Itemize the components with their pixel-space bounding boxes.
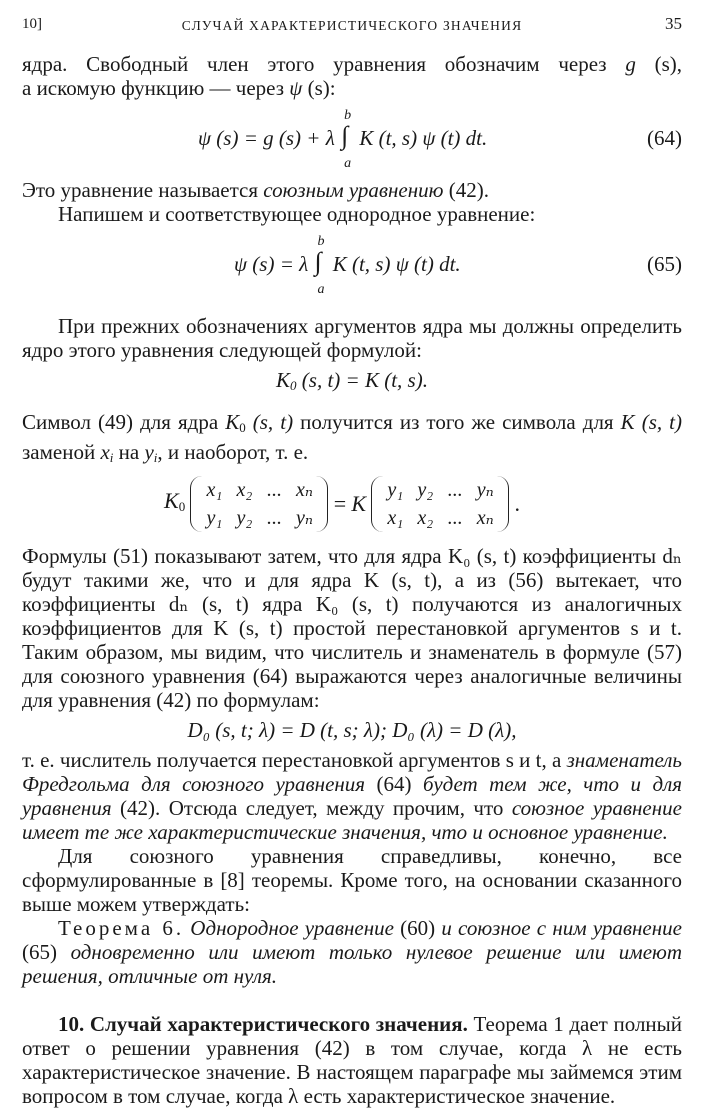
section-marker: 10] [22,16,42,32]
matrix-lhs-kernel: $K_0$ [164,488,186,514]
paragraph-kernel-definition: При прежних обозначениях аргументов ядра мы должны определить ядро этого уравнения следующей формулой: [22,314,682,362]
paragraph-adjoint-definition: Это уравнение называется союзным уравнению (42). [22,178,489,202]
section-heading: 10. Случай характеристического значения. [58,1012,468,1036]
paragraph-homogeneous: Напишем и соответствующее однородное уравнение: [58,202,536,226]
page-body [22,52,682,1108]
equation-65-right: K (t, s) ψ (t) dt. [327,252,461,276]
matrix-period: . [514,491,521,516]
running-head [22,14,682,36]
paragraph-adjoint-theorems: Для союзного уравнения справедливы, конечно, все сформулированные в [8] теоремы. Кроме того, на основании сказанного выше можем утверждать: [22,844,682,916]
paragraph-fredholm-conclusion: т. е. числитель получается перестановкой аргументов s и t, а знаменатель Фредгольма для союзного уравнения (64) будет тем же, что и для уравнения (42). Отсюда следует, между прочим, что союзное уравнение имеет те же характеристические значения, что и основное уравнение. [22,748,682,844]
equation-64-left: ψ (s) = g (s) + λ [198,126,341,150]
theorem-label: Теорема 6. [58,916,185,940]
equation-65 [22,228,682,300]
paragraph-formulas-51: Формулы (51) показывают затем, что для ядра K₀ (s, t) коэффициенты dₙ будут такими же, что и для ядра K (s, t), а из (56) вытекает, что коэффициенты dₙ (s, t) ядра K₀ (s, t) получаются из аналогичных коэффициентов для K (s, t) простой перестановкой аргументов s и t. Таким образом, мы видим, что числитель и знаменатель в формуле (57) для союзного уравнения (64) выражаются через аналогичные величины для уравнения (42) по формулам: [22,544,682,712]
matrix-symbol-equation [22,474,682,538]
paragraph-intro-line2: а искомую функцию — через ψ (s): [22,76,336,100]
integral-lower-limit: a [317,282,325,297]
equation-k0: $K_0$ (s, t) = K (t, s). [276,368,428,393]
integral-sign: ∫ b a [313,252,327,276]
section-10: 10. Случай характеристического значения. Теорема 1 дает полный ответ о решении уравнения (42) в том случае, когда λ не есть характеристическое значение. В настоящем параграфе мы займемся этим вопросом в том случае, когда λ есть характеристическое значение. [22,1012,683,1108]
matrix-equals: = [333,491,347,516]
integral-sign: ∫ b a [340,126,354,150]
paragraph-intro-line1: ядра. Свободный член этого уравнения обозначим через g (s), [22,52,682,76]
matrix-left [190,476,328,532]
running-title: СЛУЧАЙ ХАРАКТЕРИСТИЧЕСКОГО ЗНАЧЕНИЯ [181,18,523,33]
equation-fredholm-denominators: D₀ (s, t; λ) = D (t, s; λ); D₀ (λ) = D (λ), [187,718,517,742]
matrix-right-top-row: y₁ y₂ ... yₙ [387,479,494,501]
integral-upper-limit: b [344,108,352,123]
paragraph-symbol-49: Символ (49) для ядра $K_0$ (s, t) получится из того же символа для K (s, t) заменой $x_i$ на $y_i$, и наоборот, т. е. [22,410,683,465]
equation-64-right: K (t, s) ψ (t) dt. [354,126,488,150]
equation-number-65: (65) [647,252,682,276]
matrix-rhs-kernel: K [351,491,367,516]
matrix-left-bottom-row: y₁ y₂ ... yₙ [206,507,313,529]
integral-upper-limit: b [317,234,325,249]
matrix-right-bottom-row: x₁ x₂ ... xₙ [387,507,494,529]
equation-65-left: ψ (s) = λ [234,252,314,276]
matrix-right [371,476,509,532]
equation-number-64: (64) [647,126,682,150]
integral-lower-limit: a [344,156,352,171]
equation-64 [22,102,682,174]
theorem-6: Теорема 6. Однородное уравнение (60) и союзное с ним уравнение (65) одновременно или имеют только нулевое решение или имеют решения, отличные от нуля. [22,916,682,988]
matrix-left-top-row: x₁ x₂ ... xₙ [206,479,313,501]
page-number: 35 [665,14,682,33]
